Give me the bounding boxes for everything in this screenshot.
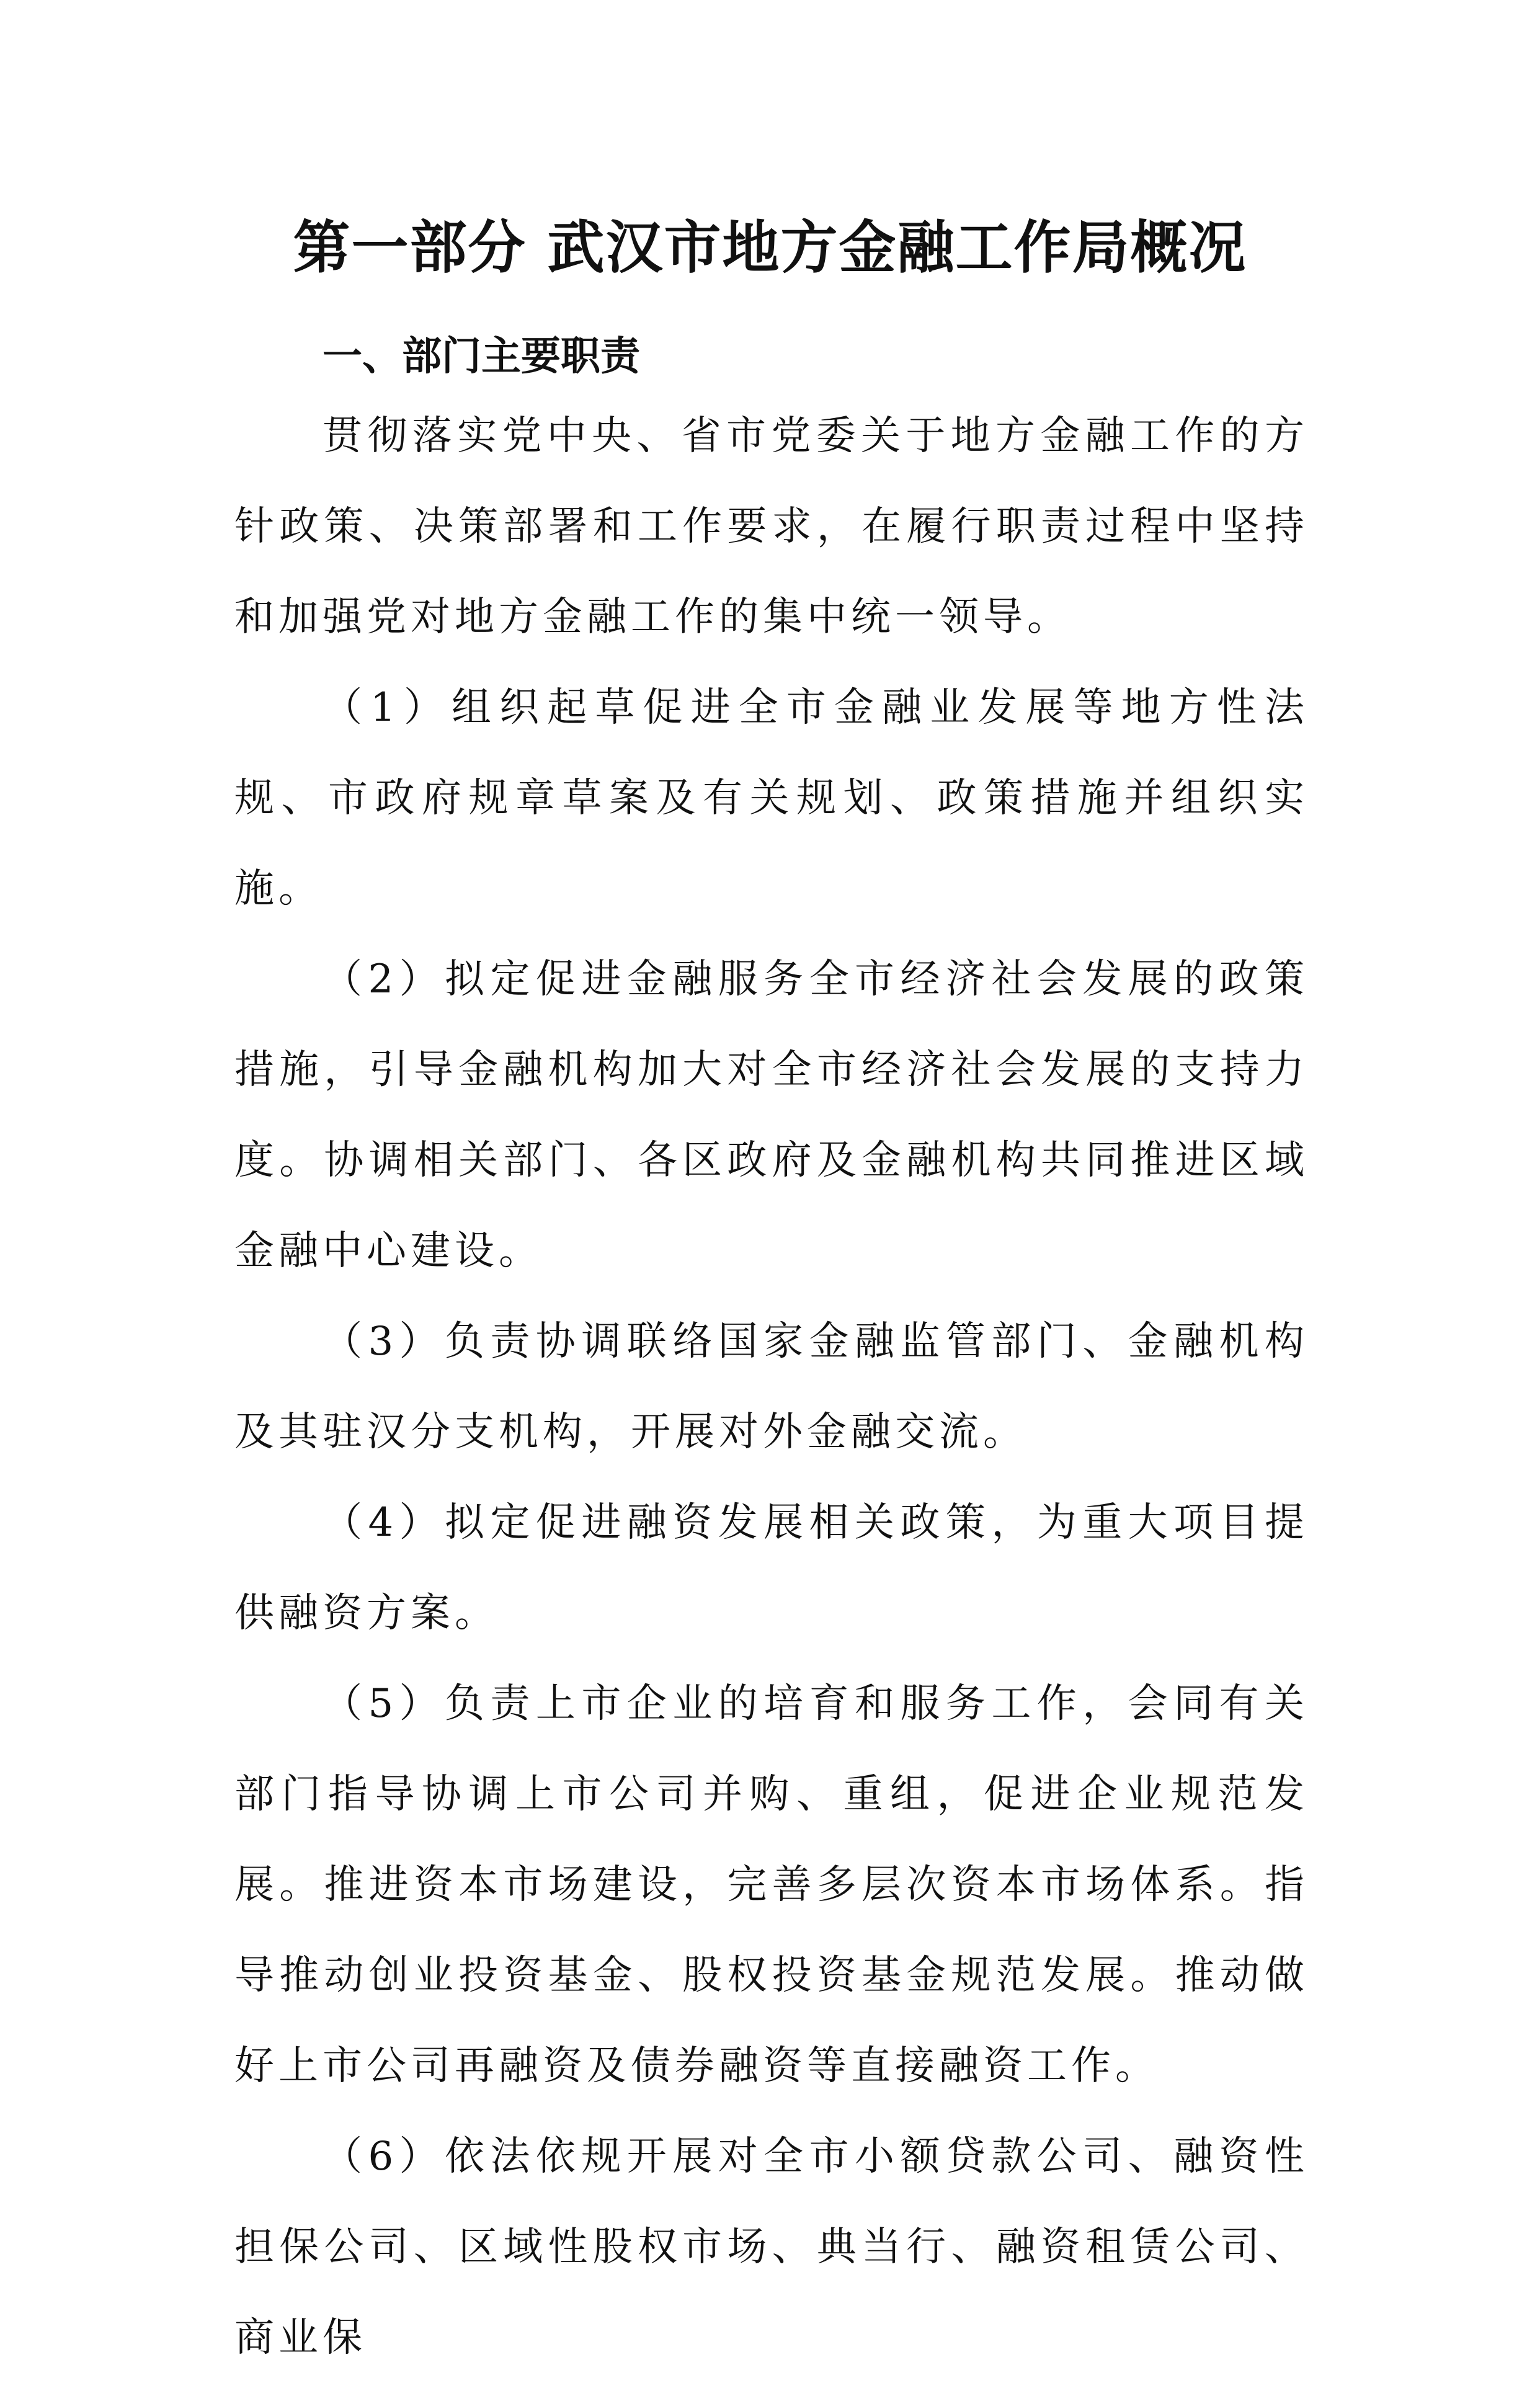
paragraph-item-5: （5）负责上市企业的培育和服务工作，会同有关部门指导协调上市公司并购、重组，促进企业规范发展。推进资本市场建设，完善多层次资本市场体系。指导推动创业投资基金、股权投资基金规范发展。推动做好上市公司再融资及债券融资等直接融资工作。	[234, 1681, 1309, 2089]
paragraph-intro: 贯彻落实党中央、省市党委关于地方金融工作的方针政策、决策部署和工作要求，在履行职责过程中坚持和加强党对地方金融工作的集中统一领导。	[234, 413, 1309, 640]
paragraph-item-4: （4）拟定促进融资发展相关政策，为重大项目提供融资方案。	[234, 1500, 1309, 1636]
paragraph-item-1: （1）组织起草促进全市金融业发展等地方性法规、市政府规章草案及有关规划、政策措施并组织实施。	[234, 685, 1309, 912]
paragraph-item-2: （2）拟定促进金融服务全市经济社会发展的政策措施，引导金融机构加大对全市经济社会发展的支持力度。协调相关部门、各区政府及金融机构共同推进区域金融中心建设。	[234, 956, 1309, 1274]
paragraph-item-6: （6）依法依规开展对全市小额贷款公司、融资性担保公司、区域性股权市场、典当行、融资租赁公司、商业保	[234, 2134, 1309, 2361]
section-heading: 一、部门主要职责	[323, 334, 640, 380]
page-title: 第一部分 武汉市地方金融工作局概况	[293, 215, 1247, 281]
body-text	[234, 391, 1309, 2383]
paragraph-item-3: （3）负责协调联络国家金融监管部门、金融机构及其驻汉分支机构，开展对外金融交流。	[234, 1319, 1309, 1455]
